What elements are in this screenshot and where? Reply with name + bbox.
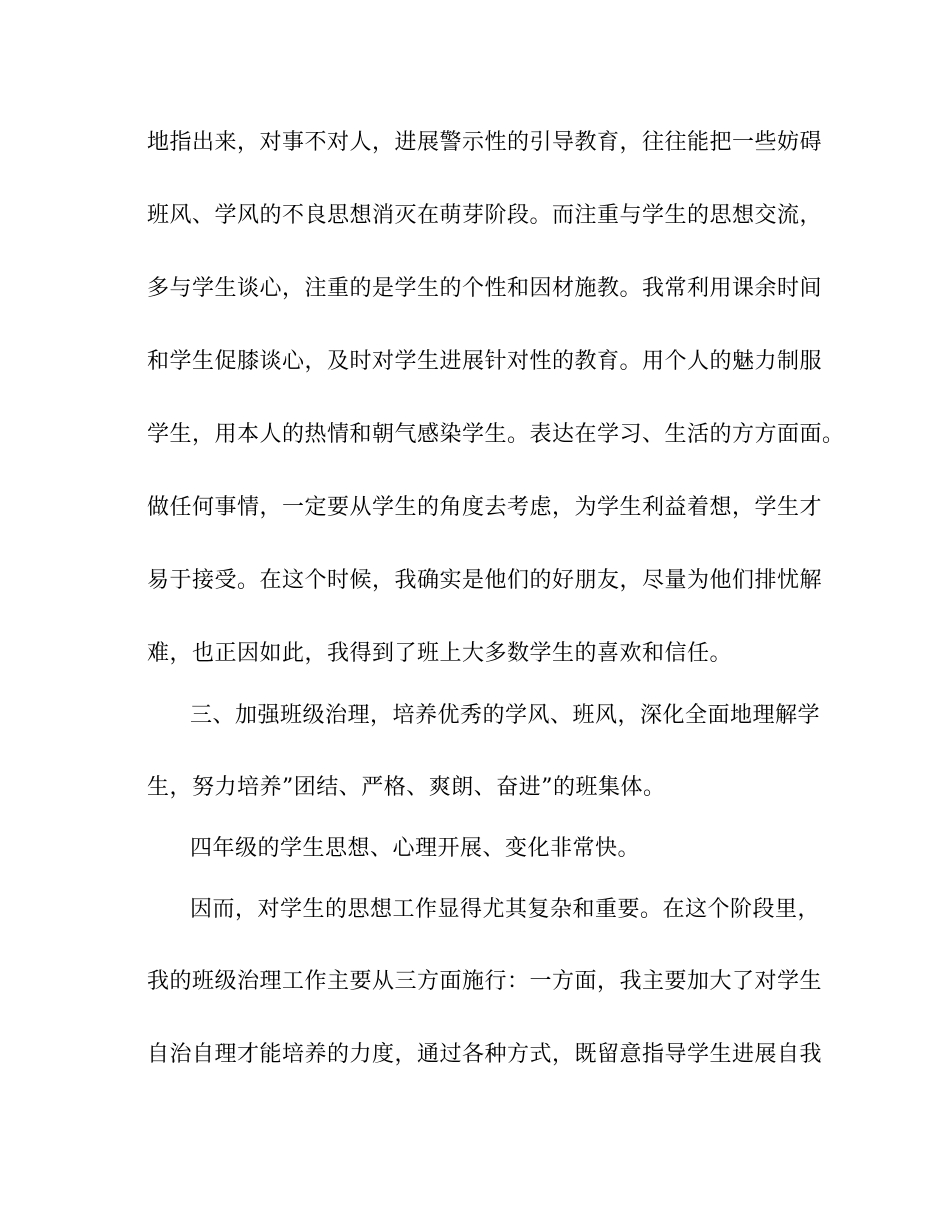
paragraph-line: 和学生促膝谈心，及时对学生进展针对性的教育。用个人的魅力制服 — [147, 349, 823, 374]
paragraph-line: 因而，对学生的思想工作显得尤其复杂和重要。在这个阶段里， — [190, 897, 821, 922]
section-heading-line: 三、加强班级治理，培养优秀的学风、班风，深化全面地理解学 — [190, 703, 821, 728]
paragraph-line: 易于接受。在这个时候，我确实是他们的好朋友，尽量为他们排忧解 — [147, 568, 823, 593]
paragraph-line: 班风、学风的不良思想消灭在萌芽阶段。而注重与学生的思想交流， — [147, 203, 823, 228]
paragraph-line: 难，也正因如此，我得到了班上大多数学生的喜欢和信任。 — [147, 641, 733, 666]
paragraph-line: 我的班级治理工作主要从三方面施行：一方面，我主要加大了对学生 — [147, 969, 823, 994]
section-heading-line: 生，努力培养”团结、严格、爽朗、奋进”的班集体。 — [147, 775, 666, 800]
paragraph-line: 四年级的学生思想、心理开展、变化非常快。 — [190, 836, 641, 861]
paragraph-line: 做任何事情，一定要从学生的角度去考虑，为学生利益着想，学生才 — [147, 495, 823, 520]
paragraph-line: 学生，用本人的热情和朝气感染学生。表达在学习、生活的方方面面。 — [147, 422, 845, 447]
paragraph-line: 自治自理才能培养的力度，通过各种方式，既留意指导学生进展自我 — [147, 1042, 823, 1067]
paragraph-line: 地指出来，对事不对人，进展警示性的引导教育，往往能把一些妨碍 — [147, 130, 823, 155]
paragraph-line: 多与学生谈心，注重的是学生的个性和因材施教。我常利用课余时间 — [147, 276, 823, 301]
